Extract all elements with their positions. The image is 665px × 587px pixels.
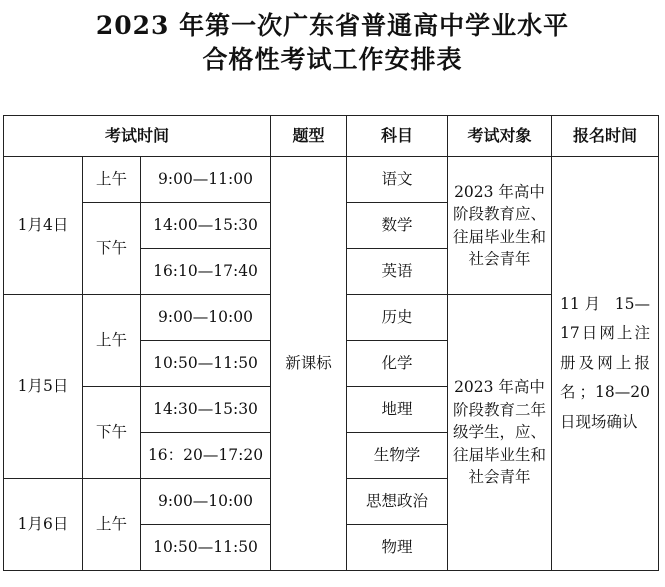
subject-cell: 物理: [347, 525, 448, 571]
time-slot: 16:10—17:40: [141, 249, 271, 295]
subject-cell: 英语: [347, 249, 448, 295]
page-title-line-1: 2023 年第一次广东省普通高中学业水平: [95, 11, 570, 40]
time-slot: 9:00—10:00: [141, 479, 271, 525]
time-slot: 9:00—10:00: [141, 295, 271, 341]
exam-schedule-table: [3, 115, 659, 571]
registration-time-cell: 11月 15—17日网上注册及网上报名；18—20日现场确认: [552, 157, 659, 571]
page-title-line-2: 合格性考试工作安排表: [202, 45, 463, 74]
subject-cell: 语文: [347, 157, 448, 203]
header-exam-time: 考试时间: [4, 116, 271, 157]
period-am: 上午: [83, 479, 141, 571]
subject-cell: 地理: [347, 387, 448, 433]
day-jan6: 1月6日: [4, 479, 83, 571]
time-slot: 10:50—11:50: [141, 525, 271, 571]
question-type-cell: 新课标: [271, 157, 347, 571]
candidates-group-1: 2023 年高中阶段教育应、往届毕业生和社会青年: [448, 157, 552, 295]
subject-cell: 历史: [347, 295, 448, 341]
subject-cell: 思想政治: [347, 479, 448, 525]
candidates-group-2: 2023 年高中阶段教育二年级学生，应、往届毕业生和社会青年: [448, 295, 552, 571]
header-candidates: 考试对象: [448, 116, 552, 157]
subject-cell: 化学: [347, 341, 448, 387]
header-registration-time: 报名时间: [552, 116, 659, 157]
day-jan4: 1月4日: [4, 157, 83, 295]
header-question-type: 题型: [271, 116, 347, 157]
time-slot: 16：20—17:20: [141, 433, 271, 479]
time-slot: 14:00—15:30: [141, 203, 271, 249]
subject-cell: 生物学: [347, 433, 448, 479]
subject-cell: 数学: [347, 203, 448, 249]
header-subject: 科目: [347, 116, 448, 157]
time-slot: 10:50—11:50: [141, 341, 271, 387]
period-pm: 下午: [83, 203, 141, 295]
period-am: 上午: [83, 157, 141, 203]
period-am: 上午: [83, 295, 141, 387]
time-slot: 14:30—15:30: [141, 387, 271, 433]
time-slot: 9:00—11:00: [141, 157, 271, 203]
day-jan5: 1月5日: [4, 295, 83, 479]
period-pm: 下午: [83, 387, 141, 479]
